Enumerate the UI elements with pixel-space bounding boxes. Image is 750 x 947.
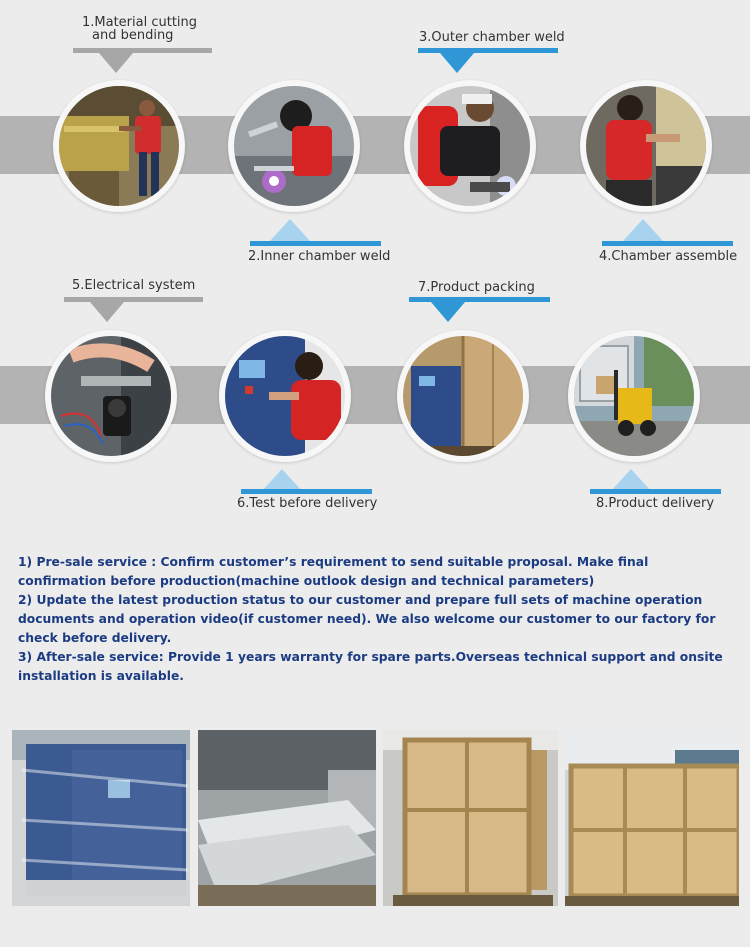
step-2-label: 2.Inner chamber weld — [248, 249, 391, 264]
service-pre-sale: 1) Pre-sale service : Confirm customer’s requirement to send suitable proposal. Make final confirmation before production(machine outlook design and technical parameters) — [18, 555, 649, 588]
step-1-pointer — [99, 53, 133, 73]
step-3-label: 3.Outer chamber weld — [419, 30, 565, 45]
step-5-pointer — [90, 302, 124, 322]
step-8-circle — [568, 330, 700, 462]
step-6-bar — [241, 489, 372, 494]
step-2-circle — [228, 80, 360, 212]
step-5-label: 5.Electrical system — [72, 278, 196, 293]
step-4-pointer — [623, 219, 663, 241]
step-7-label: 7.Product packing — [418, 280, 535, 295]
gallery-crate-truck-photo — [565, 730, 739, 906]
assembly-photo — [586, 86, 706, 206]
step-5-circle — [45, 330, 177, 462]
welding-photo — [234, 86, 354, 206]
service-after-sale: 3) After-sale service: Provide 1 years warranty for spare parts.Overseas technical support and onsite installation is available. — [18, 650, 723, 683]
testing-photo — [225, 336, 345, 456]
step-1-circle — [53, 80, 185, 212]
step-1-label-line2: and bending — [92, 28, 174, 43]
gallery-wrapped-panels-photo — [198, 730, 376, 906]
step-4-bar — [602, 241, 733, 246]
crate-photo — [403, 336, 523, 456]
step-7-circle — [397, 330, 529, 462]
band-arrow-bottom — [740, 366, 750, 424]
step-6-label: 6.Test before delivery — [237, 496, 378, 511]
welding-photo-outer — [410, 86, 530, 206]
step-7-pointer — [431, 302, 465, 322]
step-2-pointer — [270, 219, 310, 241]
step-8-bar — [590, 489, 721, 494]
step-3-pointer — [440, 53, 474, 73]
wiring-photo — [51, 336, 171, 456]
gallery-wooden-crate-photo — [383, 730, 558, 906]
step-6-pointer — [262, 469, 302, 491]
step-3-bar — [418, 48, 558, 53]
gallery-wrapped-chamber-photo — [12, 730, 190, 906]
service-production-status: 2) Update the latest production status to our customer and prepare full sets of machine operation documents and operation video(if customer need). We also welcome our customer to our factory for check before delivery. — [18, 593, 716, 645]
step-5-bar — [64, 297, 203, 302]
forklift-photo — [574, 336, 694, 456]
step-2-bar — [250, 241, 381, 246]
step-4-label: 4.Chamber assemble — [599, 249, 738, 264]
step-6-circle — [219, 330, 351, 462]
press-brake-photo — [59, 86, 179, 206]
step-1-bar — [73, 48, 212, 53]
band-arrow-top — [740, 116, 750, 174]
step-8-pointer — [611, 469, 651, 491]
step-1-label: 1.Material cutting — [82, 15, 198, 30]
step-4-circle — [580, 80, 712, 212]
step-8-label: 8.Product delivery — [596, 496, 715, 511]
service-description — [18, 553, 738, 686]
step-3-circle — [404, 80, 536, 212]
